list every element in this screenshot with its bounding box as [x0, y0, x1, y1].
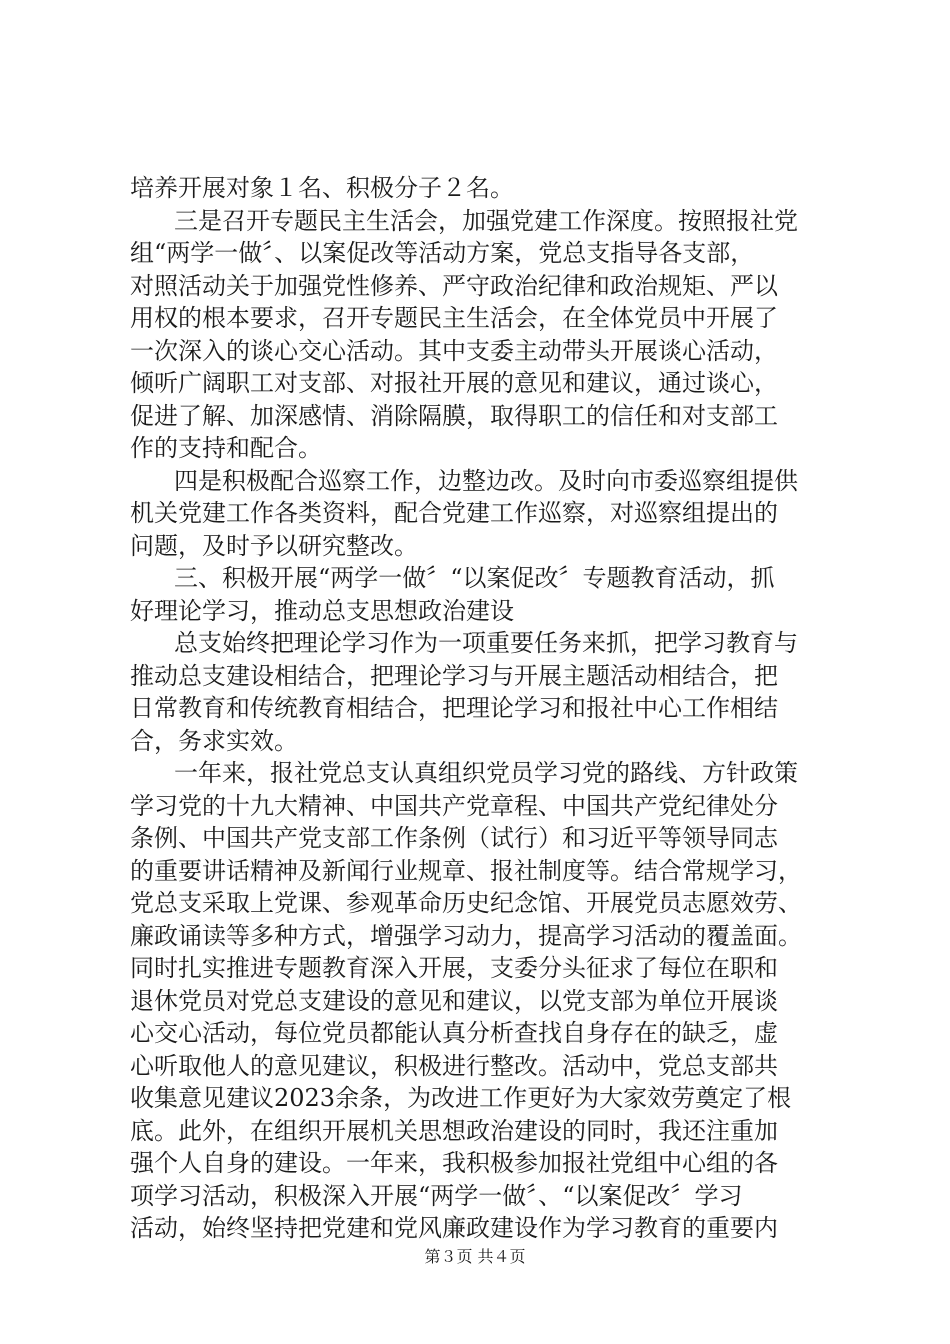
text-line: 底。此外，在组织开展机关思想政治建设的同时，我还注重加: [130, 1116, 778, 1145]
text-line: 三、积极开展“两学一做〞“以案促改〞专题教育活动，抓: [174, 564, 775, 592]
text-line: 一次深入的谈心交心活动。其中支委主动带头开展谈心活动，: [130, 336, 778, 365]
text-line: 好理论学习，推动总支思想政治建设: [130, 596, 514, 625]
text-line: 对照活动关于加强党性修养、严守政治纪律和政治规矩、严以: [130, 271, 778, 300]
text-line: 合，务求实效。: [130, 726, 298, 755]
text-line: 四是积极配合巡察工作，边整边改。及时向市委巡察组提供: [174, 466, 798, 495]
page-footer: 第３页 共４页: [424, 1247, 526, 1266]
text-line: 的重要讲话精神及新闻行业规章、报社制度等。结合常规学习，: [130, 856, 802, 885]
text-line: 心交心活动，每位党员都能认真分析查找自身存在的缺乏，虚: [130, 1019, 778, 1047]
text-line: 用权的根本要求，召开专题民主生活会，在全体党员中开展了: [130, 304, 778, 332]
text-line: 日常教育和传统教育相结合，把理论学习和报社中心工作相结: [130, 694, 778, 722]
text-line: 党总支采取上党课、参观革命历史纪念馆、开展党员志愿效劳、: [130, 889, 802, 917]
text-line: 三是召开专题民主生活会，加强党建工作深度。按照报社党: [174, 206, 798, 235]
text-line: 收集意见建议2023余条，为改进工作更好为大家效劳奠定了根: [130, 1084, 792, 1112]
text-line: 推动总支建设相结合，把理论学习与开展主题活动相结合，把: [130, 661, 778, 690]
text-line: 倾听广阔职工对支部、对报社开展的意见和建议，通过谈心，: [130, 369, 778, 397]
document-body: [130, 172, 830, 1245]
text-line: 廉政诵读等多种方式，增强学习动力，提高学习活动的覆盖面。: [130, 921, 802, 950]
text-line: 作的支持和配合。: [130, 434, 322, 462]
text-line: 强个人自身的建设。一年来，我积极参加报社党组中心组的各: [130, 1149, 778, 1177]
text-line: 组“两学一做〞、以案促改等活动方案，党总支指导各支部，: [130, 239, 755, 267]
text-line: 机关党建工作各类资料，配合党建工作巡察，对巡察组提出的: [130, 499, 778, 527]
text-line: 培养开展对象１名、积极分子２名。: [130, 174, 514, 202]
text-line: 退休党员对党总支建设的意见和建议，以党支部为单位开展谈: [130, 986, 778, 1015]
text-line: 总支始终把理论学习作为一项重要任务来抓，把学习教育与: [174, 629, 798, 657]
text-line: 活动，始终坚持把党建和党风廉政建设作为学习教育的重要内: [130, 1214, 778, 1242]
text-line: 项学习活动，积极深入开展“两学一做〞、“以案促改〞学习: [130, 1181, 743, 1210]
text-line: 问题，及时予以研究整改。: [130, 531, 418, 560]
text-line: 促进了解、加深感情、消除隔膜，取得职工的信任和对支部工: [130, 401, 778, 430]
text-line: 条例、中国共产党支部工作条例（试行）和习近平等领导同志: [130, 824, 778, 852]
text-line: 一年来，报社党总支认真组织党员学习党的路线、方针政策: [174, 759, 798, 787]
text-line: 学习党的十九大精神、中国共产党章程、中国共产党纪律处分: [130, 791, 778, 820]
text-line: 同时扎实推进专题教育深入开展，支委分头征求了每位在职和: [130, 954, 778, 982]
text-line: 心听取他人的意见建议，积极进行整改。活动中，党总支部共: [130, 1051, 778, 1080]
